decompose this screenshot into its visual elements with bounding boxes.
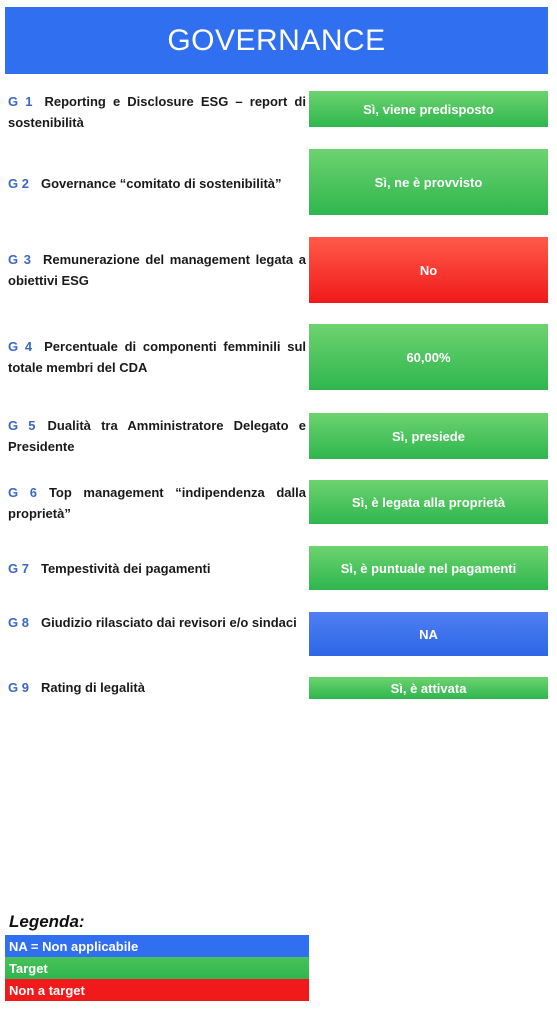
row-text: Tempestività dei pagamenti xyxy=(40,561,211,576)
page-title: GOVERNANCE xyxy=(5,7,548,74)
row-code: G 2 xyxy=(8,176,29,191)
row-text: Top management “indipendenza dalla proprietà” xyxy=(8,485,306,521)
legend-item-na: NA = Non applicabile xyxy=(5,935,309,957)
row-code: G 3 xyxy=(8,252,31,267)
status-badge: 60,00% xyxy=(309,324,548,390)
status-badge: Sì, presiede xyxy=(309,413,548,459)
row-text: Remunerazione del management legata a obiettivi ESG xyxy=(8,252,306,288)
row-code: G 1 xyxy=(8,94,33,109)
row-label xyxy=(8,612,306,633)
status-badge: Sì, ne è provvisto xyxy=(309,149,548,215)
status-badge: Sì, è legata alla proprietà xyxy=(309,480,548,524)
status-badge: NA xyxy=(309,612,548,656)
legend-item-target: Target xyxy=(5,957,309,979)
row-text: Dualità tra Amministratore Delegato e Presidente xyxy=(8,418,306,454)
status-badge: Sì, viene predisposto xyxy=(309,91,548,127)
row-label xyxy=(8,336,306,378)
row-label xyxy=(8,558,306,579)
row-label xyxy=(8,482,306,524)
row-label xyxy=(8,173,306,194)
status-badge: No xyxy=(309,237,548,303)
row-label xyxy=(8,249,306,291)
legend-title: Legenda: xyxy=(9,912,85,931)
row-code: G 7 xyxy=(8,561,29,576)
row-code: G 9 xyxy=(8,680,29,695)
row-text: Percentuale di componenti femminili sul totale membri del CDA xyxy=(8,339,306,375)
row-code: G 4 xyxy=(8,339,33,354)
row-code: G 5 xyxy=(8,418,36,433)
row-code: G 8 xyxy=(8,615,29,630)
status-badge: Sì, è puntuale nel pagamenti xyxy=(309,546,548,590)
status-badge: Sì, è attivata xyxy=(309,677,548,699)
row-text: Rating di legalità xyxy=(40,680,145,695)
row-code: G 6 xyxy=(8,485,37,500)
row-text: Reporting e Disclosure ESG – report di sostenibilità xyxy=(8,94,306,130)
legend-item-non-target: Non a target xyxy=(5,979,309,1001)
row-label xyxy=(8,91,306,133)
row-text: Giudizio rilasciato dai revisori e/o sindaci xyxy=(40,615,297,630)
row-label xyxy=(8,415,306,457)
row-text: Governance “comitato di sostenibilità” xyxy=(40,176,282,191)
row-label xyxy=(8,677,306,698)
